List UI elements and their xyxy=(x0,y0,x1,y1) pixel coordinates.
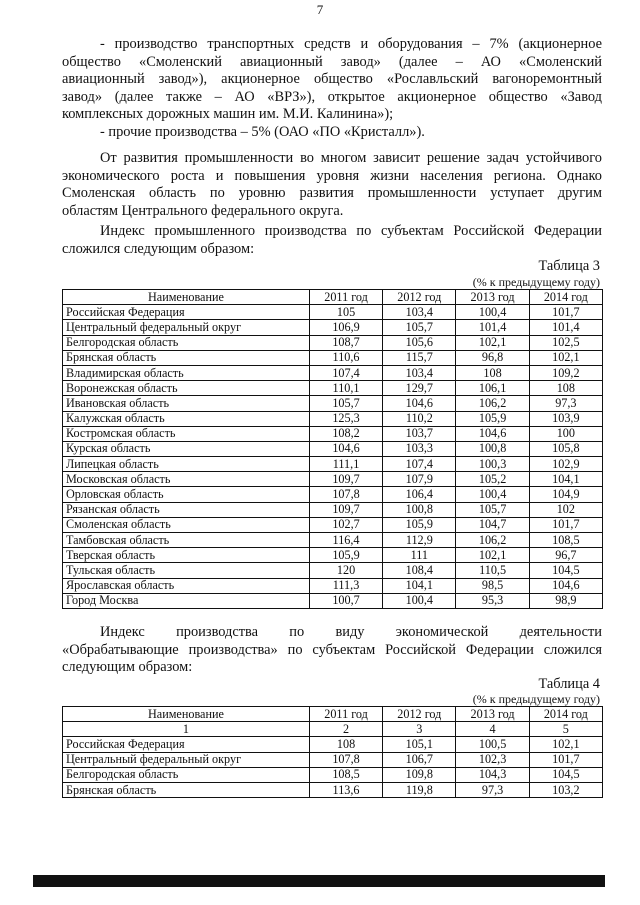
column-header: 2013 год xyxy=(456,707,529,722)
value-cell: 105 xyxy=(309,305,382,320)
region-name-cell: Рязанская область xyxy=(63,502,310,517)
value-cell: 100 xyxy=(529,426,602,441)
table-row xyxy=(63,381,603,396)
table4-caption: Таблица 4 xyxy=(538,676,600,692)
table3-header-row xyxy=(63,290,603,305)
table-row xyxy=(63,593,603,608)
table3-body xyxy=(63,305,603,609)
region-name-cell: Белгородская область xyxy=(63,767,310,782)
value-cell: 111,1 xyxy=(309,457,382,472)
value-cell: 107,8 xyxy=(309,752,382,767)
value-cell: 100,4 xyxy=(456,305,529,320)
table4-unit: (% к предыдущему году) xyxy=(472,692,600,706)
value-cell: 110,6 xyxy=(309,350,382,365)
region-name-cell: Российская Федерация xyxy=(63,737,310,752)
value-cell: 106,2 xyxy=(456,533,529,548)
value-cell: 109,7 xyxy=(309,472,382,487)
value-cell: 107,4 xyxy=(383,457,456,472)
value-cell: 104,1 xyxy=(529,472,602,487)
column-header: 2013 год xyxy=(456,290,529,305)
value-cell: 104,1 xyxy=(383,578,456,593)
value-cell: 113,6 xyxy=(309,782,382,797)
value-cell: 108 xyxy=(529,381,602,396)
text-line: авиационный завод»), акционерное общество «Рославльский вагоноремонтный xyxy=(62,71,602,87)
value-cell: 101,7 xyxy=(529,517,602,532)
table4-body xyxy=(63,737,603,798)
column-number: 1 xyxy=(63,722,310,737)
table-row xyxy=(63,396,603,411)
region-name-cell: Российская Федерация xyxy=(63,305,310,320)
value-cell: 96,8 xyxy=(456,350,529,365)
value-cell: 100,4 xyxy=(456,487,529,502)
value-cell: 108,4 xyxy=(383,563,456,578)
value-cell: 110,5 xyxy=(456,563,529,578)
text-line: общество «Смоленский авиационный завод» (далее – АО «Смоленский xyxy=(62,53,602,70)
table3 xyxy=(62,289,603,609)
value-cell: 103,7 xyxy=(383,426,456,441)
value-cell: 97,3 xyxy=(529,396,602,411)
value-cell: 100,5 xyxy=(456,737,529,752)
table-row xyxy=(63,533,603,548)
value-cell: 104,9 xyxy=(529,487,602,502)
value-cell: 102,1 xyxy=(456,548,529,563)
value-cell: 109,8 xyxy=(383,767,456,782)
text-line: - производство транспортных средств и оборудования – 7% (акционерное xyxy=(100,36,602,52)
text-line: «Обрабатывающие производства» по субъектам Российской Федерации сложился xyxy=(62,641,602,658)
table4 xyxy=(62,706,603,798)
paragraph-transport xyxy=(62,36,602,124)
value-cell: 102,1 xyxy=(529,737,602,752)
value-cell: 125,3 xyxy=(309,411,382,426)
table-row xyxy=(63,441,603,456)
table-row xyxy=(63,548,603,563)
paragraph-manufacturing-intro xyxy=(62,624,602,677)
region-name-cell: Ярославская область xyxy=(63,578,310,593)
column-number: 4 xyxy=(456,722,529,737)
value-cell: 108 xyxy=(309,737,382,752)
value-cell: 98,9 xyxy=(529,593,602,608)
value-cell: 116,4 xyxy=(309,533,382,548)
region-name-cell: Брянская область xyxy=(63,350,310,365)
region-name-cell: Город Москва xyxy=(63,593,310,608)
bottom-bar xyxy=(33,875,605,887)
text-line: Смоленская область по уровню развития промышленности уступает другим xyxy=(62,185,602,201)
value-cell: 102,9 xyxy=(529,457,602,472)
value-cell: 105,7 xyxy=(456,502,529,517)
table-row xyxy=(63,472,603,487)
value-cell: 106,7 xyxy=(383,752,456,767)
table-row xyxy=(63,335,603,350)
table-row xyxy=(63,350,603,365)
value-cell: 119,8 xyxy=(383,782,456,797)
column-number: 2 xyxy=(309,722,382,737)
value-cell: 104,7 xyxy=(456,517,529,532)
column-header: 2011 год xyxy=(309,707,382,722)
text-line: От развития промышленности во многом зависит решение задач устойчивого xyxy=(100,150,602,166)
value-cell: 105,7 xyxy=(309,396,382,411)
value-cell: 105,9 xyxy=(383,517,456,532)
region-name-cell: Курская область xyxy=(63,441,310,456)
value-cell: 110,2 xyxy=(383,411,456,426)
value-cell: 108,2 xyxy=(309,426,382,441)
table-row xyxy=(63,426,603,441)
value-cell: 105,8 xyxy=(529,441,602,456)
region-name-cell: Ивановская область xyxy=(63,396,310,411)
region-name-cell: Белгородская область xyxy=(63,335,310,350)
value-cell: 112,9 xyxy=(383,533,456,548)
value-cell: 106,4 xyxy=(383,487,456,502)
column-header: 2012 год xyxy=(383,707,456,722)
column-number: 5 xyxy=(529,722,602,737)
table-row xyxy=(63,305,603,320)
value-cell: 107,8 xyxy=(309,487,382,502)
value-cell: 108,7 xyxy=(309,335,382,350)
text-line: комплексных дорожных машин им. М.И. Калинина»); xyxy=(62,106,394,122)
value-cell: 104,5 xyxy=(529,767,602,782)
text-line: сложился следующим образом: xyxy=(62,240,255,257)
table-row xyxy=(63,502,603,517)
value-cell: 95,3 xyxy=(456,593,529,608)
region-name-cell: Тверская область xyxy=(63,548,310,563)
table-row xyxy=(63,782,603,797)
value-cell: 129,7 xyxy=(383,381,456,396)
column-number: 3 xyxy=(383,722,456,737)
paragraph-development xyxy=(62,150,602,220)
value-cell: 102 xyxy=(529,502,602,517)
column-header: Наименование xyxy=(63,290,310,305)
value-cell: 102,7 xyxy=(309,517,382,532)
table-row xyxy=(63,563,603,578)
region-name-cell: Центральный федеральный округ xyxy=(63,320,310,335)
table-row xyxy=(63,487,603,502)
table-row xyxy=(63,411,603,426)
column-header: 2011 год xyxy=(309,290,382,305)
value-cell: 101,7 xyxy=(529,752,602,767)
value-cell: 106,2 xyxy=(456,396,529,411)
value-cell: 105,2 xyxy=(456,472,529,487)
paragraph-other xyxy=(62,124,602,142)
column-header: 2014 год xyxy=(529,290,602,305)
value-cell: 105,6 xyxy=(383,335,456,350)
text-line: завод» (далее также – АО «ВРЗ»), открытое акционерное общество «Завод xyxy=(62,88,602,105)
value-cell: 102,3 xyxy=(456,752,529,767)
table-row xyxy=(63,737,603,752)
value-cell: 105,9 xyxy=(309,548,382,563)
region-name-cell: Смоленская область xyxy=(63,517,310,532)
value-cell: 101,7 xyxy=(529,305,602,320)
region-name-cell: Костромская область xyxy=(63,426,310,441)
table-row xyxy=(63,517,603,532)
table-row xyxy=(63,320,603,335)
region-name-cell: Брянская область xyxy=(63,782,310,797)
value-cell: 108,5 xyxy=(529,533,602,548)
text-line: Индекс производства по виду экономической деятельности xyxy=(100,624,602,640)
value-cell: 107,9 xyxy=(383,472,456,487)
value-cell: 110,1 xyxy=(309,381,382,396)
value-cell: 104,6 xyxy=(456,426,529,441)
value-cell: 108 xyxy=(456,365,529,380)
value-cell: 103,4 xyxy=(383,365,456,380)
value-cell: 111,3 xyxy=(309,578,382,593)
table3-unit: (% к предыдущему году) xyxy=(472,275,600,289)
column-header: 2012 год xyxy=(383,290,456,305)
value-cell: 105,7 xyxy=(383,320,456,335)
table-row xyxy=(63,752,603,767)
value-cell: 109,7 xyxy=(309,502,382,517)
value-cell: 104,6 xyxy=(309,441,382,456)
value-cell: 100,8 xyxy=(383,502,456,517)
value-cell: 105,1 xyxy=(383,737,456,752)
value-cell: 101,4 xyxy=(529,320,602,335)
region-name-cell: Тамбовская область xyxy=(63,533,310,548)
value-cell: 103,3 xyxy=(383,441,456,456)
value-cell: 120 xyxy=(309,563,382,578)
text-line: областям Центрального федерального округа. xyxy=(62,202,344,219)
value-cell: 104,5 xyxy=(529,563,602,578)
value-cell: 103,4 xyxy=(383,305,456,320)
value-cell: 100,4 xyxy=(383,593,456,608)
table4-header-row xyxy=(63,707,603,722)
column-header: Наименование xyxy=(63,707,310,722)
paragraph-index-intro xyxy=(62,223,602,258)
value-cell: 106,1 xyxy=(456,381,529,396)
value-cell: 100,3 xyxy=(456,457,529,472)
value-cell: 107,4 xyxy=(309,365,382,380)
table4-number-row xyxy=(63,722,603,737)
region-name-cell: Воронежская область xyxy=(63,381,310,396)
text-line: Индекс промышленного производства по субъектам Российской Федерации xyxy=(100,223,602,239)
value-cell: 97,3 xyxy=(456,782,529,797)
value-cell: 101,4 xyxy=(456,320,529,335)
value-cell: 104,6 xyxy=(383,396,456,411)
region-name-cell: Калужская область xyxy=(63,411,310,426)
value-cell: 111 xyxy=(383,548,456,563)
value-cell: 102,1 xyxy=(456,335,529,350)
value-cell: 102,1 xyxy=(529,350,602,365)
value-cell: 106,9 xyxy=(309,320,382,335)
region-name-cell: Владимирская область xyxy=(63,365,310,380)
table-row xyxy=(63,365,603,380)
text-line: следующим образом: xyxy=(62,659,193,675)
value-cell: 103,9 xyxy=(529,411,602,426)
value-cell: 100,7 xyxy=(309,593,382,608)
region-name-cell: Московская область xyxy=(63,472,310,487)
value-cell: 104,3 xyxy=(456,767,529,782)
value-cell: 105,9 xyxy=(456,411,529,426)
value-cell: 109,2 xyxy=(529,365,602,380)
value-cell: 108,5 xyxy=(309,767,382,782)
region-name-cell: Центральный федеральный округ xyxy=(63,752,310,767)
table-row xyxy=(63,767,603,782)
table3-caption: Таблица 3 xyxy=(538,258,600,274)
value-cell: 96,7 xyxy=(529,548,602,563)
value-cell: 103,2 xyxy=(529,782,602,797)
text-line: - прочие производства – 5% (ОАО «ПО «Кристалл»). xyxy=(100,124,425,140)
page-number: 7 xyxy=(316,2,324,17)
region-name-cell: Липецкая область xyxy=(63,457,310,472)
value-cell: 115,7 xyxy=(383,350,456,365)
table-row xyxy=(63,457,603,472)
region-name-cell: Орловская область xyxy=(63,487,310,502)
table-row xyxy=(63,578,603,593)
text-line: экономического роста и повышения уровня жизни населения региона. Однако xyxy=(62,167,602,184)
value-cell: 98,5 xyxy=(456,578,529,593)
region-name-cell: Тульская область xyxy=(63,563,310,578)
column-header: 2014 год xyxy=(529,707,602,722)
value-cell: 102,5 xyxy=(529,335,602,350)
value-cell: 104,6 xyxy=(529,578,602,593)
value-cell: 100,8 xyxy=(456,441,529,456)
